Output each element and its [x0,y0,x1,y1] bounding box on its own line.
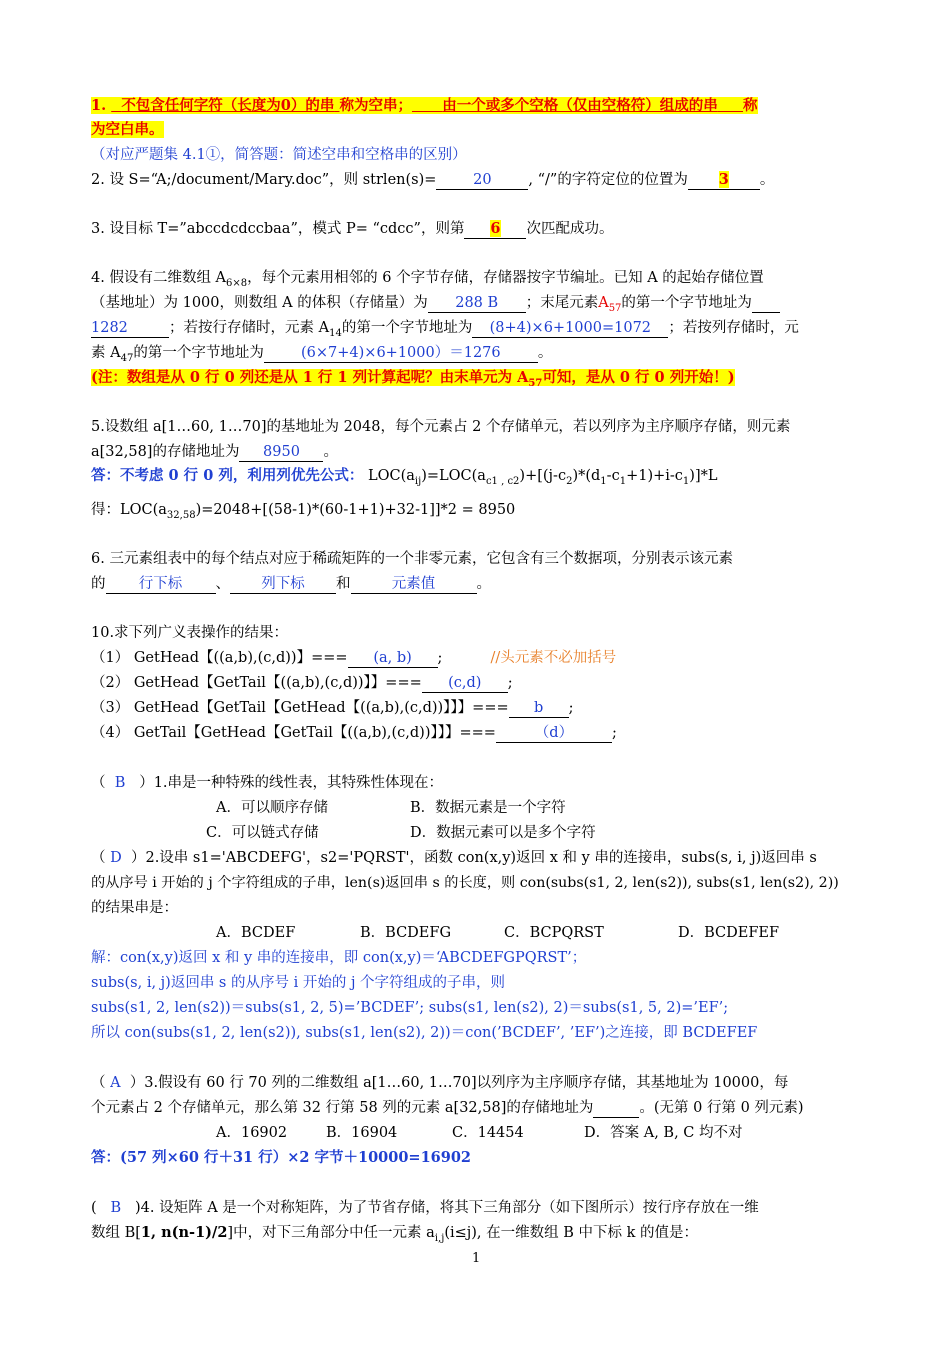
q10-3-end: ; [568,700,574,716]
mc4-l2a: 数组 B[ [91,1225,141,1241]
mc3-line1 [91,1073,788,1093]
q5-fs3: 2 [566,475,573,487]
q1-line1 [91,96,758,116]
q10-4-answer: （d） [496,725,612,743]
q4-answer2: 1282 [91,320,169,338]
q5-fs4: 1 [600,475,607,487]
q1-answer1: 不包含任何字符（长度为0）的串 [121,97,335,114]
mc3-option-b: B．16904 [326,1125,398,1141]
q5-l2a: a[32,58]的存储地址为 [91,444,240,460]
q6-answer1: 行下标 [106,576,216,594]
mc4-open: ( [91,1200,97,1216]
q4-line4 [91,343,552,369]
mc2-option-a: A．BCDEF [216,925,296,941]
q10-1-end: ; [437,650,443,666]
q10-1-answer: (a, b) [348,650,438,668]
q4-l2a: （基地址）为 1000，则数组 A 的体积（存储量）为 [91,295,428,311]
mc1-option-a: A．可以顺序存储 [216,800,328,816]
mc3-line2 [91,1098,804,1118]
mc2-line2: 的从序号 i 开始的 j 个字符组成的子串，len(s)返回串 s 的长度，则 con(subs(s1, 2, len(s2)), subs(s1, len(s2), 2)) [91,875,839,891]
page-number: 1 [472,1251,481,1266]
mc3-open: （ [91,1075,106,1091]
mc3-option-c: C．14454 [452,1125,524,1141]
mc3-option-d: D．答案 A, B, C 均不对 [584,1125,743,1141]
q4-l2c: A [598,295,609,311]
q4-answer4: (6×7+4)×6+1000）＝1276 [264,345,538,363]
mc2-line3: 的结果串是： [91,900,178,916]
q1-line2-text: 为空白串。 [91,121,164,138]
q4-l2csub: 57 [608,302,622,314]
q1-reference: （对应严题集 4.1①，简答题：简述空串和空格串的区别） [91,147,467,163]
q10-3-answer: b [509,700,569,718]
q4-l3c: ；若按列存储时，元 [668,320,799,336]
q2-answer2: 3 [718,171,729,188]
mc3-answer: A [110,1075,121,1091]
q10-2-label: （2） [91,675,130,691]
q10-4-end: ; [611,725,617,741]
q5-result [91,500,515,526]
q5-f2: )=LOC(a [421,468,486,484]
mc2-option-c: C．BCPQRST [504,925,604,941]
q4-note1: (注：数组是从 0 行 0 列还是从 1 行 1 列计算起呢？由末单元为 A [91,369,529,386]
q2-prefix: 2. 设 S=“A;/document/Mary.doc”，则 strlen(s)= [91,172,437,188]
q3-answer: 6 [490,220,501,237]
q10-1-note: //头元素不必加括号 [490,650,617,666]
q5-answer: 8950 [239,444,323,462]
q10-1-expr: GetHead【((a,b),(c,d))】=== [133,650,348,666]
q4-l4a: 素 A [91,345,121,361]
q3-prefix: 3. 设目标 T=”abccdcdccbaa”，模式 P= “cdcc”，则第 [91,221,465,237]
q6-end: 。 [476,576,491,592]
q5-fs5: 1 [619,475,627,487]
q10-3-expr: GetHead【GetTail【GetHead【((a,b),(c,d))】】】=== [133,700,509,716]
q1-mid: 称为空串； [339,97,412,114]
q5-r1: 得：LOC(a [91,502,167,518]
q1-answer2: 由一个或多个空格（仅由空格符）组成的串 [442,97,718,114]
mc4-line2 [91,1223,698,1249]
mc1-option-d: D．数据元素可以是多个字符 [410,825,596,841]
mc4-l2c: ]中，对下三角部分中任一元素 a [227,1225,435,1241]
q6-sep1: 、 [215,576,230,592]
q5-rsub: 32,58 [166,509,196,521]
mc1-option-c: C．可以链式存储 [206,825,319,841]
mc1-stem-text: ）1.串是一种特殊的线性表，其特殊性体现在： [139,775,444,791]
q5-answer-label: 答：不考虑 0 行 0 列，利用列优先公式： [91,467,364,484]
q4-notesub: 57 [528,377,543,389]
q4-l4c: 。 [537,345,553,361]
q4-l3b: 的第一个字节地址为 [341,320,473,336]
q5-fs2: c1 , c2 [485,475,520,487]
q4-note [91,368,735,394]
q4-l1sub: 6×8 [226,277,248,289]
q4-l1a: 4. 假设有二维数组 A [91,270,227,286]
mc4-l1: )4. 设矩阵 A 是一个对称矩阵，为了节省存储，将其下三角部分（如下图所示）按行序存放在一维 [134,1200,759,1216]
q1-number: 1. [91,97,107,114]
mc3-l1: ）3.假设有 60 行 70 列的二维数组 a[1…60, 1…70]以列序为主序顺序存储，其基地址为 10000，每 [129,1075,789,1091]
q10-2-answer: (c,d) [422,675,508,693]
q6-line1: 6. 三元素组表中的每个结点对应于稀疏矩阵的一个非零元素，它包含有三个数据项，分别表示该元素 [91,551,733,567]
q6-pre: 的 [91,576,106,592]
q5-r2: )=2048+[(58-1)*(60-1+1)+32-1]]*2 = 8950 [195,502,516,518]
q5-f1: LOC(a [367,468,415,484]
mc2-solution-2: subs(s, i, j)返回串 s 的从序号 i 开始的 j 个字符组成的子串，则 [91,975,506,991]
q5-fs6: 1 [682,475,690,487]
q6-line2 [91,574,491,594]
q5-answer-line [91,466,718,492]
q4-line1 [91,268,764,294]
mc2-solution-4: 所以 con(subs(s1, 2, len(s2)), subs(s1, len(s2), 2))＝con(’BCDEF’, ’EF’)之连接，即 BCDEFEF [91,1025,758,1041]
q5-formula [367,468,718,487]
q6-answer3: 元素值 [351,576,477,594]
q5-line2 [91,442,338,462]
q4-line2 [91,293,780,319]
q6-sep2: 和 [336,576,351,592]
mc2-option-b: B．BCDEFG [360,925,452,941]
mc4-line1 [91,1198,759,1218]
q3-post: 次匹配成功。 [526,221,614,237]
q5-l2b: 。 [323,444,338,460]
mc1-open: （ [91,775,106,791]
q4-answer1: 288 B [428,295,526,313]
mc2-open: （ [91,850,106,866]
mc1-answer: B [114,775,126,791]
q10-item-1 [91,648,616,668]
q2-end: 。 [759,172,775,188]
q5-f4: )*(d [572,468,601,484]
q4-answer3: (8+4)×6+1000=1072 [472,320,668,338]
mc3-option-a: A．16902 [216,1125,288,1141]
q1-tail: 称 [743,97,758,114]
mc2-option-d: D．BCDEFEF [678,925,780,941]
q4-l4b: 的第一个字节地址为 [133,345,264,361]
q10-title: 10.求下列广义表操作的结果： [91,625,289,641]
q5-line1: 5.设数组 a[1…60, 1…70]的基地址为 2048，每个元素占 2 个存储单元，若以列序为主序顺序存储，则元素 [91,419,791,435]
q5-f6: +1)+i-c [626,468,683,484]
mc2-line1 [91,848,817,868]
q10-4-expr: GetTail【GetHead【GetTail【((a,b),(c,d))】】】=== [133,725,496,741]
mc3-answer-line: 答：(57 列×60 行＋31 行）×2 字节＋10000=16902 [91,1149,472,1166]
mc4-l2sub: i,j [434,1232,445,1244]
q4-note2: 可知，是从 0 行 0 列开始！) [542,369,735,386]
q4-l2b: ；末尾元素 [525,295,599,311]
mc2-l1: ）2.设串 s1='ABCDEFG'，s2='PQRST'，函数 con(x,y)返回 x 和 y 串的连接串，subs(s, i, j)返回串 s [130,850,817,866]
q10-1-label: （1） [91,650,130,666]
q10-item-4 [91,723,617,743]
q6-answer2: 列下标 [230,576,336,594]
q10-4-label: （4） [91,725,130,741]
mc3-l2a: 个元素占 2 个存储单元，那么第 32 行第 58 列的元素 a[32,58]的存储地址为 [91,1100,594,1116]
mc4-l2d: (i≤j), 在一维数组 B 中下标 k 的值是： [444,1225,699,1241]
q5-f5: -c [606,468,620,484]
q1-line2 [91,120,164,140]
mc1-option-b: B．数据元素是一个字符 [410,800,566,816]
q2-mid: , “/”的字符定位的位置为 [528,172,688,188]
q2 [91,170,774,190]
q5-f7: )]*L [689,468,718,484]
mc2-answer: D [110,850,122,866]
q10-item-2 [91,673,513,693]
mc3-l2b: 。(无第 0 行第 0 列元素) [639,1100,804,1116]
mc2-solution-3: subs(s1, 2, len(s2))＝subs(s1, 2, 5)=’BCDEF’; subs(s1, len(s2), 2)＝subs(s1, 5, 2)=’EF’; [91,1000,729,1016]
q4-l2d: 的第一个字节地址为 [621,295,752,311]
q10-2-expr: GetHead【GetTail【((a,b),(c,d))】】=== [133,675,422,691]
q5-f3: )+[(j-c [519,468,567,484]
q4-l4sub: 47 [120,352,134,364]
q2-answer1: 20 [436,172,528,190]
mc4-answer: B [110,1200,122,1216]
q3 [91,219,613,239]
q10-2-end: ; [507,675,513,691]
q4-l1b: ，每个元素用相邻的 6 个字节存储，存储器按字节编址。已知 A 的起始存储位置 [247,270,764,286]
q4-l3a: ；若按行存储时，元素 A [169,320,330,336]
mc1-stem [91,773,443,793]
mc4-l2b: 1, n(n-1)/2 [140,1224,228,1241]
mc2-solution-1: 解：con(x,y)返回 x 和 y 串的连接串，即 con(x,y)＝‘ABCDEFGPQRST’； [91,950,587,966]
q4-l3sub: 14 [329,327,342,339]
q5-fs1: ij [414,475,422,487]
q4-line3 [91,318,799,344]
q10-item-3 [91,698,574,718]
q10-3-label: （3） [91,700,130,716]
